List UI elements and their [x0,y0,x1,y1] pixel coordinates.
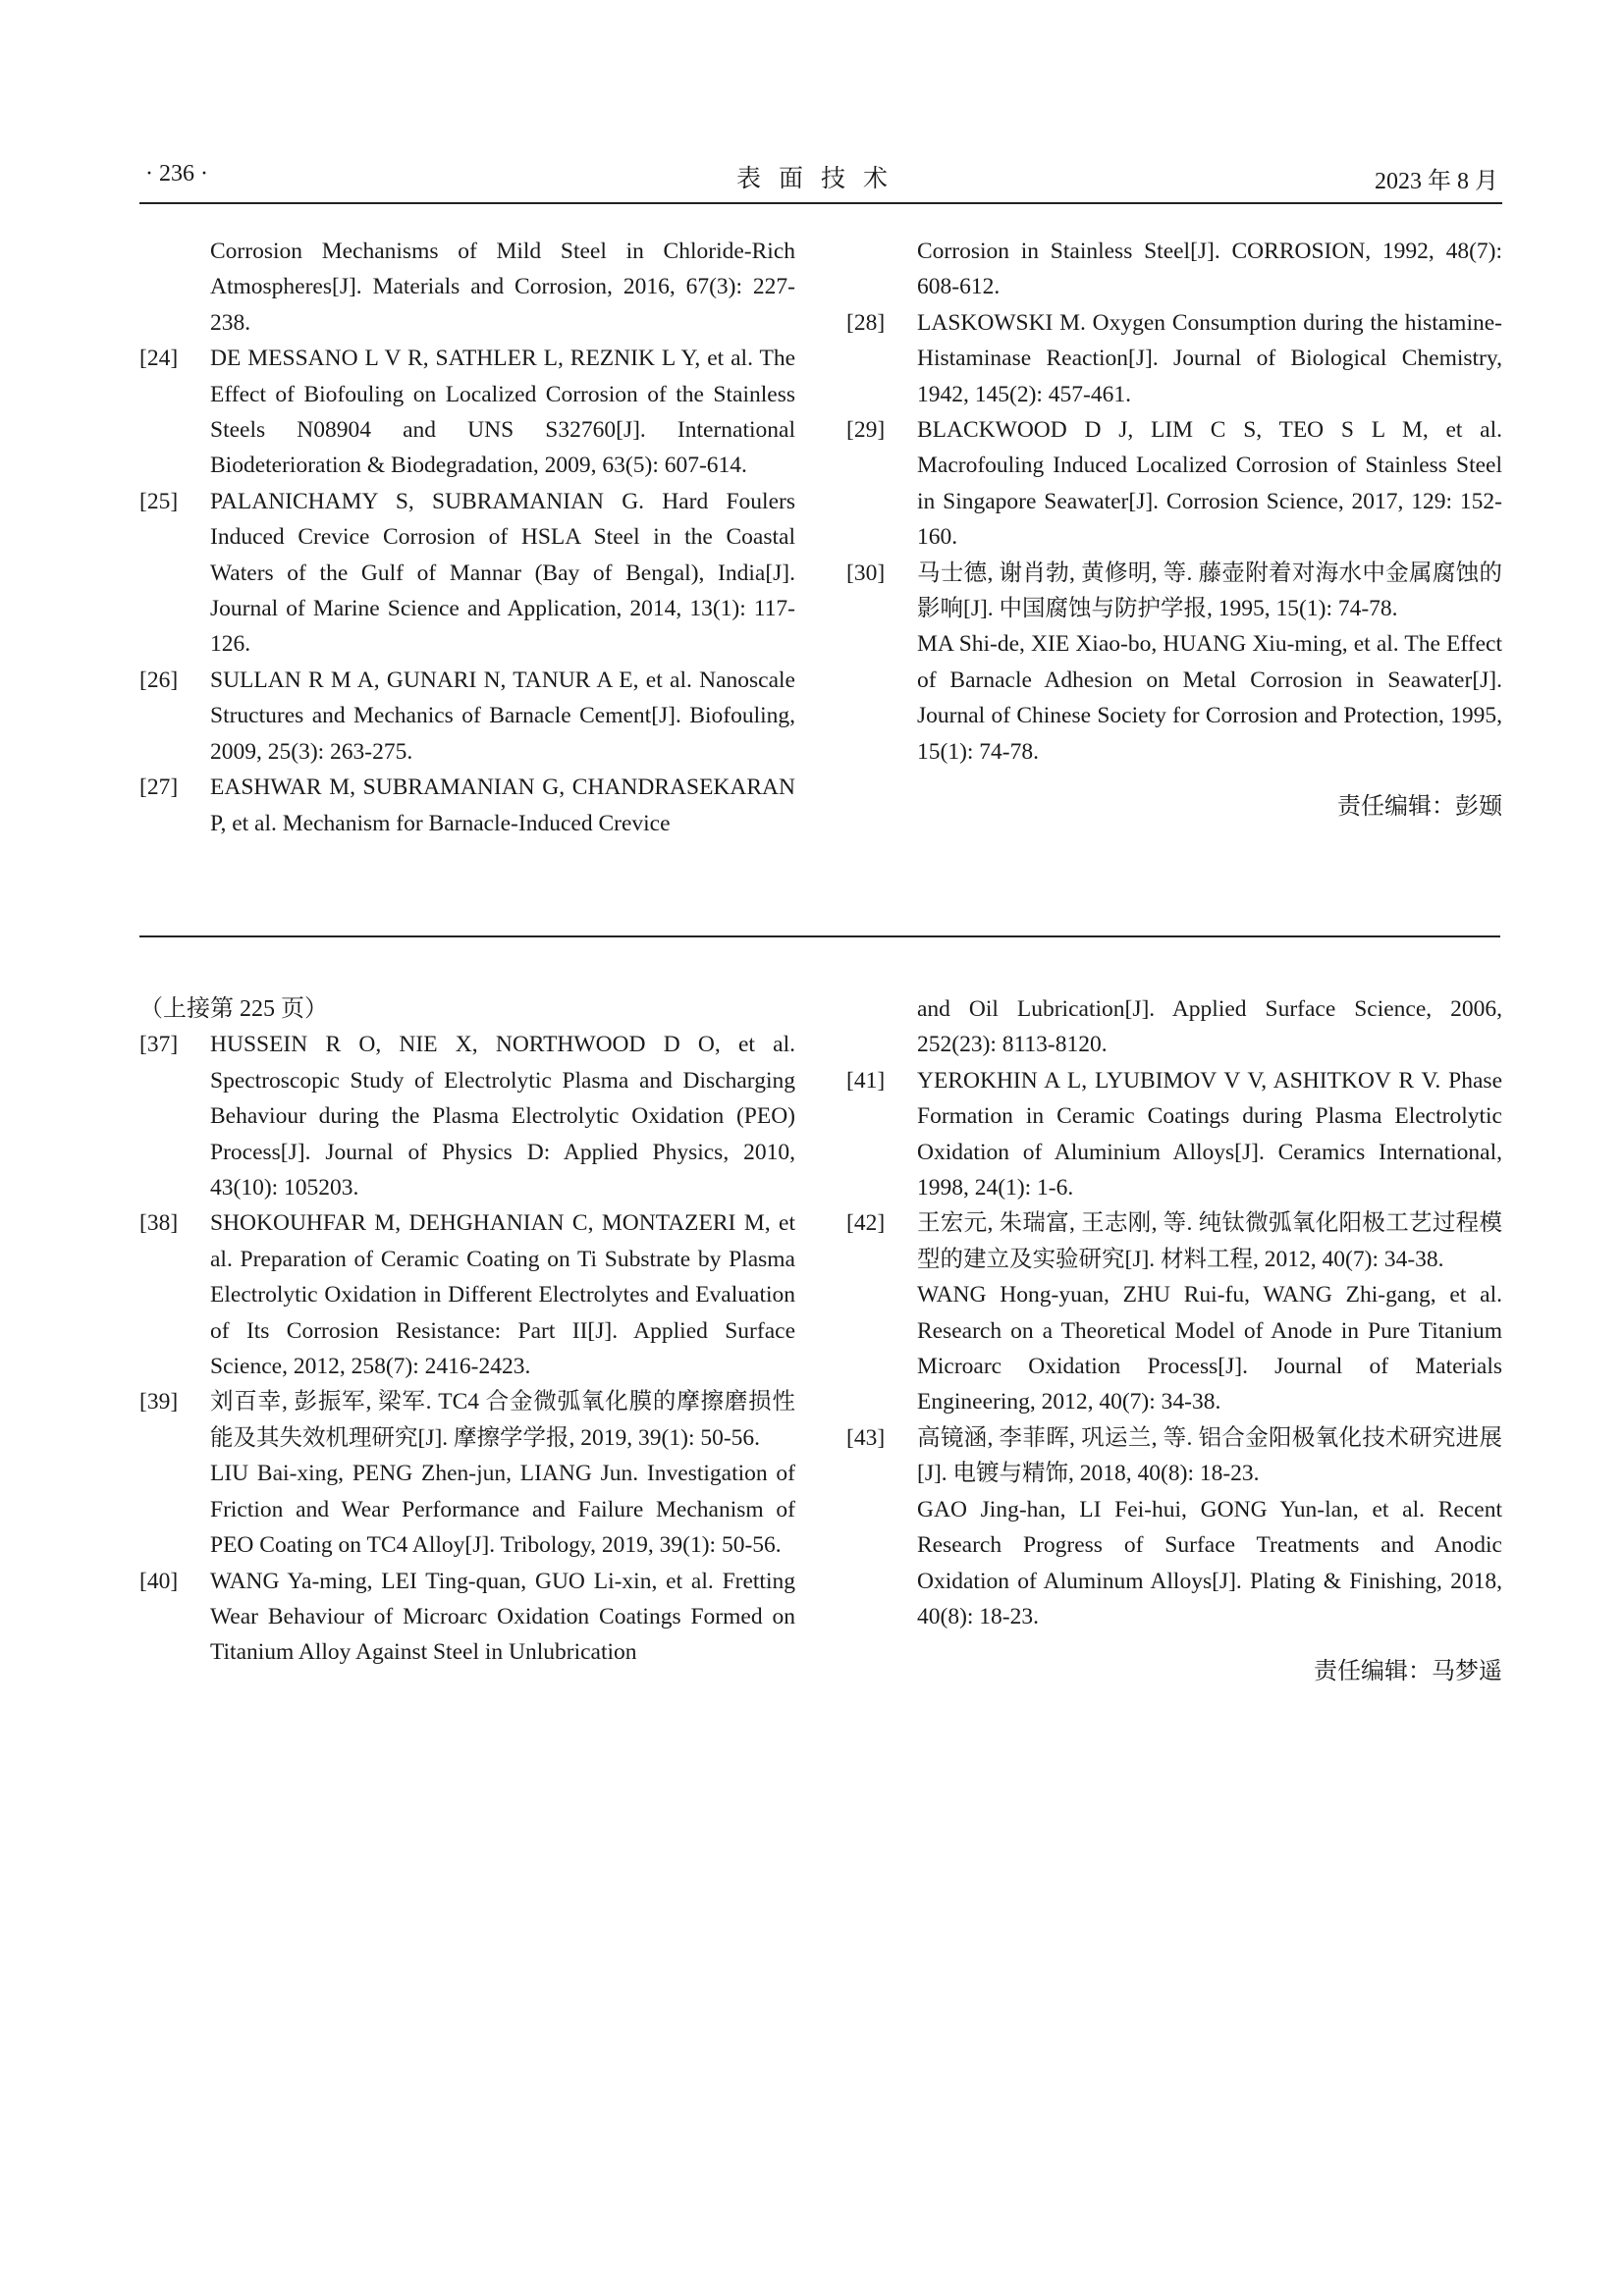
reference-42 [846,1205,1502,1419]
reference-text-english: WANG Hong-yuan, ZHU Rui-fu, WANG Zhi-gang, et al. Research on a Theoretical Model of Anode in Pure Titanium Microarc Oxidation Process[J]. Journal of Materials Engineering, 2012, 40(7): 34-38. [917,1282,1502,1415]
reference-continuation: Corrosion Mechanisms of Mild Steel in Chloride-Rich Atmospheres[J]. Materials and Corrosion, 2016, 67(3): 227-238. [210,239,795,336]
journal-title: 表面技术 [735,166,905,192]
bottom-right-column [846,991,1502,1690]
reference-text: WANG Ya-ming, LEI Ting-quan, GUO Li-xin, et al. Fretting Wear Behaviour of Microarc Oxidation Coatings Formed on Titanium Alloy Against Steel in Unlubrication [210,1568,795,1666]
reference-38 [139,1205,795,1384]
page-header [139,153,1502,204]
responsible-editor: 责任编辑：彭颋 [1337,794,1502,821]
reference-continuation: Corrosion in Stainless Steel[J]. CORROSION, 1992, 48(7): 608-612. [917,239,1502,300]
reference-text: SHOKOUHFAR M, DEHGHANIAN C, MONTAZERI M, et al. Preparation of Ceramic Coating on Ti Substrate by Plasma Electrolytic Oxidation in Different Electrolytes and Evaluation of Its Corrosion Resistance: Part II[J]. Applied Surface Science, 2012, 258(7): 2416-2423. [210,1210,795,1380]
page-number: · 236 · [145,161,208,187]
reference-text-chinese: 刘百幸, 彭振军, 梁军. TC4 合金微弧氧化膜的摩擦磨损性能及其失效机理研究[J]. 摩擦学学报, 2019, 39(1): 50-56. [210,1389,795,1451]
reference-number: [26] [139,667,179,693]
reference-number: [30] [846,560,886,586]
reference-43 [846,1420,1502,1634]
reference-37 [139,1027,795,1205]
reference-number: [27] [139,774,179,801]
reference-text: LASKOWSKI M. Oxygen Consumption during the histamine-Histaminase Reaction[J]. Journal of Biological Chemistry, 1942, 145(2): 457-461. [917,309,1502,407]
reference-number: [24] [139,346,179,372]
reference-39 [139,1384,795,1563]
reference-25 [139,484,795,663]
reference-number: [41] [846,1067,886,1094]
reference-number: [42] [846,1210,886,1237]
top-left-column [139,234,795,841]
reference-continuation: and Oil Lubrication[J]. Applied Surface Science, 2006, 252(23): 8113-8120. [917,996,1502,1058]
reference-text-english: GAO Jing-han, LI Fei-hui, GONG Yun-lan, et al. Recent Research Progress of Surface Treatments and Anodic Oxidation of Aluminum Alloys[J]. Plating & Finishing, 2018, 40(8): 18-23. [917,1496,1502,1629]
reference-text: EASHWAR M, SUBRAMANIAN G, CHANDRASEKARAN P, et al. Mechanism for Barnacle-Induced Crevice [210,774,795,836]
reference-number: [25] [139,488,179,514]
bottom-left-column [139,991,795,1671]
reference-text-english: LIU Bai-xing, PENG Zhen-jun, LIANG Jun. Investigation of Friction and Wear Performance and Failure Mechanism of PEO Coating on TC4 Alloy[J]. Tribology, 2019, 39(1): 50-56. [210,1461,795,1559]
section-divider [139,935,1500,937]
reference-27 [139,770,795,841]
reference-text: SULLAN R M A, GUNARI N, TANUR A E, et al. Nanoscale Structures and Mechanics of Barnacle Cement[J]. Biofouling, 2009, 25(3): 263-275. [210,667,795,765]
reference-24 [139,341,795,484]
issue-date: 2023 年 8 月 [1375,169,1498,194]
reference-41 [846,1063,1502,1206]
reference-text: DE MESSANO L V R, SATHLER L, REZNIK L Y, et al. The Effect of Biofouling on Localized Corrosion of the Stainless Steels N08904 and UNS S32760[J]. International Biodeterioration & Biodegradation, 2009, 63(5): 607-614. [210,346,795,479]
reference-30 [846,556,1502,770]
reference-number: [39] [139,1389,179,1415]
top-right-column [846,234,1502,826]
reference-text-chinese: 王宏元, 朱瑞富, 王志刚, 等. 纯钛微弧氧化阳极工艺过程模型的建立及实验研究[J]. 材料工程, 2012, 40(7): 34-38. [917,1210,1502,1272]
reference-text-chinese: 马士德, 谢肖勃, 黄修明, 等. 藤壶附着对海水中金属腐蚀的影响[J]. 中国腐蚀与防护学报, 1995, 15(1): 74-78. [917,560,1502,622]
reference-number: [40] [139,1568,179,1594]
reference-text: HUSSEIN R O, NIE X, NORTHWOOD D O, et al. Spectroscopic Study of Electrolytic Plasma and Discharging Behaviour during the Plasma Electrolytic Oxidation (PEO) Process[J]. Journal of Physics D: Applied Physics, 2010, 43(10): 105203. [210,1032,795,1201]
reference-28 [846,305,1502,412]
reference-number: [43] [846,1424,886,1451]
reference-40 [139,1564,795,1671]
reference-text-chinese: 高镜涵, 李菲晖, 巩运兰, 等. 铝合金阳极氧化技术研究进展[J]. 电镀与精饰, 2018, 40(8): 18-23. [917,1424,1502,1487]
reference-number: [28] [846,309,886,336]
reference-text: YEROKHIN A L, LYUBIMOV V V, ASHITKOV R V. Phase Formation in Ceramic Coatings during Plasma Electrolytic Oxidation of Aluminium Alloys[J]. Ceramics International, 1998, 24(1): 1-6. [917,1067,1502,1201]
reference-number: [29] [846,417,886,444]
reference-text-english: MA Shi-de, XIE Xiao-bo, HUANG Xiu-ming, et al. The Effect of Barnacle Adhesion on Metal Corrosion in Seawater[J]. Journal of Chinese Society for Corrosion and Protection, 1995, 15(1): 74-78. [917,631,1502,765]
reference-number: [37] [139,1032,179,1058]
reference-text: BLACKWOOD D J, LIM C S, TEO S L M, et al. Macrofouling Induced Localized Corrosion of Stainless Steel in Singapore Seawater[J]. Corrosion Science, 2017, 129: 152-160. [917,417,1502,551]
reference-26 [139,663,795,770]
reference-number: [38] [139,1210,179,1237]
reference-text: PALANICHAMY S, SUBRAMANIAN G. Hard Foulers Induced Crevice Corrosion of HSLA Steel in the Coastal Waters of the Gulf of Mannar (Bay of Bengal), India[J]. Journal of Marine Science and Application, 2014, 13(1): 117-126. [210,488,795,658]
continued-from-note: （上接第 225 页） [139,996,328,1022]
responsible-editor: 责任编辑：马梦遥 [1314,1659,1502,1685]
reference-29 [846,412,1502,556]
